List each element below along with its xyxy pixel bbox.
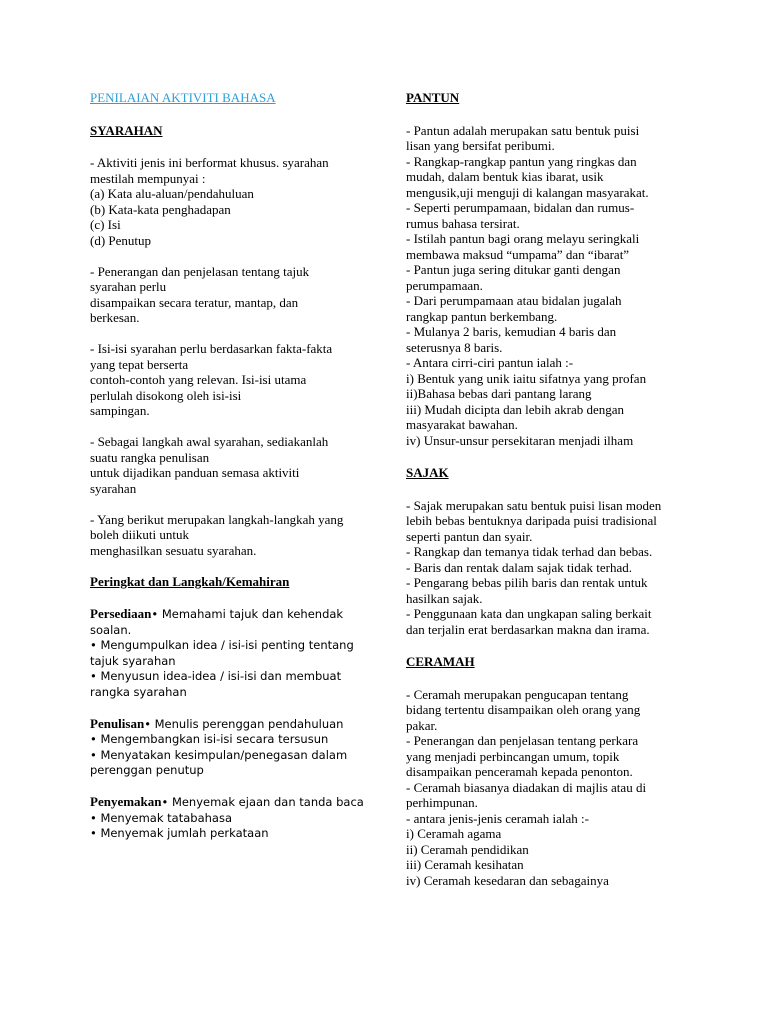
text-line: perhimpunan. xyxy=(406,795,478,810)
text-line: masyarakat bawahan. xyxy=(406,417,518,432)
text-line: - Penerangan dan penjelasan tentang tajuk xyxy=(90,263,310,279)
text-line: - Penerangan dan penjelasan tentang perkara xyxy=(406,733,639,748)
text-line: perumpamaan. xyxy=(406,277,483,293)
text-line: - Pantun adalah merupakan satu bentuk puisi xyxy=(406,122,640,138)
text-line: - Istilah pantun bagi orang melayu seringkali xyxy=(406,231,640,246)
text-line: - Aktiviti jenis ini berformat khusus. syarahan xyxy=(90,155,329,170)
syarahan-paragraph-1 xyxy=(90,155,366,248)
penulisan-section xyxy=(90,716,366,779)
persediaan-lines xyxy=(90,623,366,701)
penulisan-first: • Menulis perenggan pendahuluan xyxy=(144,716,344,731)
text-line: perlulah disokong oleh isi-isi xyxy=(90,387,242,403)
text-line: ii)Bahasa bebas dari pantang larang xyxy=(406,386,592,401)
text-line: i) Bentuk yang unik iaitu sifatnya yang profan xyxy=(406,370,647,386)
text-line: lebih bebas bentuknya daripada puisi tradisional xyxy=(406,513,657,528)
text-line: i) Ceramah agama xyxy=(406,826,502,841)
text-line: (a) Kata alu-aluan/pendahuluan xyxy=(90,186,254,201)
text-line: • Menyemak jumlah perkataan xyxy=(90,826,269,840)
text-line: yang menjadi perbincangan umum, topik xyxy=(406,748,620,764)
syarahan-paragraph-2 xyxy=(90,264,366,326)
text-line: (b) Kata-kata penghadapan xyxy=(90,201,231,217)
penyemakan-section xyxy=(90,794,366,842)
penulisan-lines xyxy=(90,732,366,779)
penyemakan-label: Penyemakan xyxy=(90,794,162,809)
pantun-heading: PANTUN xyxy=(406,90,460,105)
text-line: mudah, dalam bentuk kias ibarat, usik xyxy=(406,169,604,184)
syarahan-paragraph-3 xyxy=(90,341,366,419)
penyemakan-first: • Menyemak ejaan dan tanda baca xyxy=(161,795,364,809)
text-line: mestilah mempunyai : xyxy=(90,170,206,186)
sajak-heading: SAJAK xyxy=(406,465,449,480)
text-line: hasilkan sajak. xyxy=(406,590,483,606)
right-column xyxy=(406,90,688,904)
text-line: iv) Ceramah kesedaran dan sebagainya xyxy=(406,872,609,888)
text-line: tajuk syarahan xyxy=(90,653,176,668)
text-line: - Yang berikut merupakan langkah-langkah yang xyxy=(90,511,344,527)
text-line: disampaikan secara teratur, mantap, dan xyxy=(90,294,299,310)
text-line: untuk dijadikan panduan semasa aktiviti xyxy=(90,465,300,480)
text-line: sampingan. xyxy=(90,403,150,418)
text-line: (c) Isi xyxy=(90,217,121,232)
text-line: - Antara cirri-ciri pantun ialah :- xyxy=(406,355,574,370)
text-line: menghasilkan sesuatu syarahan. xyxy=(90,542,257,558)
penulisan-label: Penulisan xyxy=(90,715,145,731)
text-line: - Rangkap-rangkap pantun yang ringkas dan xyxy=(406,153,637,169)
text-line: bidang tertentu disampaikan oleh orang yang xyxy=(406,702,641,717)
text-line: iii) Mudah dicipta dan lebih akrab dengan xyxy=(406,401,625,417)
text-line: rangkap pantun berkembang. xyxy=(406,308,558,324)
text-line: (d) Penutup xyxy=(90,232,152,248)
text-line: - Isi-isi syarahan perlu berdasarkan fakta-fakta xyxy=(90,341,333,356)
text-line: seterusnya 8 baris. xyxy=(406,339,503,355)
ceramah-heading: CERAMAH xyxy=(406,654,475,669)
syarahan-paragraph-4 xyxy=(90,434,366,496)
persediaan-first: • Memahami tajuk dan kehendak xyxy=(151,607,344,621)
text-line: • Menyatakan kesimpulan/penegasan dalam xyxy=(90,747,348,762)
text-line: - Pantun juga sering ditukar ganti dengan xyxy=(406,262,621,277)
text-line: disampaikan penceramah kepada penonton. xyxy=(406,764,633,779)
text-line: perenggan penutup xyxy=(90,763,204,777)
text-line: - Baris dan rentak dalam sajak tidak terhad. xyxy=(406,559,632,575)
text-line: ii) Ceramah pendidikan xyxy=(406,841,529,857)
text-line: rumus bahasa tersirat. xyxy=(406,215,520,231)
text-line: - Mulanya 2 baris, kemudian 4 baris dan xyxy=(406,324,617,339)
text-line: lisan yang bersifat peribumi. xyxy=(406,138,555,153)
sajak-paragraph xyxy=(406,498,688,638)
text-line: boleh diikuti untuk xyxy=(90,527,189,542)
text-line: pakar. xyxy=(406,717,438,733)
pantun-paragraph xyxy=(406,123,688,449)
text-line: seperti pantun dan syair. xyxy=(406,528,533,544)
text-line: - Seperti perumpamaan, bidalan dan rumus- xyxy=(406,200,635,215)
text-line: syarahan perlu xyxy=(90,279,167,294)
persediaan-label: Persediaan xyxy=(90,606,152,621)
text-line: syarahan xyxy=(90,480,137,496)
text-line: • Mengumpulkan idea / isi-isi penting tentang xyxy=(90,638,354,652)
text-line: • Menyusun idea-idea / isi-isi dan membuat xyxy=(90,669,342,683)
text-line: - antara jenis-jenis ceramah ialah :- xyxy=(406,810,589,826)
text-line: yang tepat berserta xyxy=(90,356,189,372)
text-line: • Mengembangkan isi-isi secara tersusun xyxy=(90,732,329,746)
persediaan-section xyxy=(90,606,366,700)
text-line: - Sebagai langkah awal syarahan, sediakanlah xyxy=(90,434,329,449)
peringkat-heading: Peringkat dan Langkah/Kemahiran xyxy=(90,573,290,589)
text-line: soalan. xyxy=(90,622,132,637)
penyemakan-lines xyxy=(90,811,366,842)
text-line: - Penggunaan kata dan ungkapan saling berkait xyxy=(406,606,652,621)
text-line: - Ceramah merupakan pengucapan tentang xyxy=(406,686,629,702)
text-line: membawa maksud “umpama” dan “ibarat” xyxy=(406,246,630,262)
text-line: rangka syarahan xyxy=(90,684,187,699)
ceramah-paragraph xyxy=(406,687,688,889)
text-line: - Sajak merupakan satu bentuk puisi lisan moden xyxy=(406,497,662,513)
text-line: - Dari perumpamaan atau bidalan jugalah xyxy=(406,293,622,308)
syarahan-heading: SYARAHAN xyxy=(90,122,163,138)
text-line: iv) Unsur-unsur persekitaran menjadi ilham xyxy=(406,432,634,448)
text-line: berkesan. xyxy=(90,310,140,325)
text-line: contoh-contoh yang relevan. Isi-isi utama xyxy=(90,372,307,387)
text-line: iii) Ceramah kesihatan xyxy=(406,857,524,872)
text-line: suatu rangka penulisan xyxy=(90,449,210,465)
text-line: - Pengarang bebas pilih baris dan rentak untuk xyxy=(406,575,648,590)
text-line: - Rangkap dan temanya tidak terhad dan bebas. xyxy=(406,544,653,559)
left-column xyxy=(90,90,366,857)
text-line: • Menyemak tatabahasa xyxy=(90,810,233,825)
text-line: - Ceramah biasanya diadakan di majlis atau di xyxy=(406,779,647,795)
text-line: mengusik,uji menguji di kalangan masyarakat. xyxy=(406,184,649,200)
document-title: PENILAIAN AKTIVITI BAHASA xyxy=(90,90,276,105)
text-line: dan terjalin erat berdasarkan makna dan irama. xyxy=(406,621,650,637)
syarahan-paragraph-5 xyxy=(90,512,366,559)
